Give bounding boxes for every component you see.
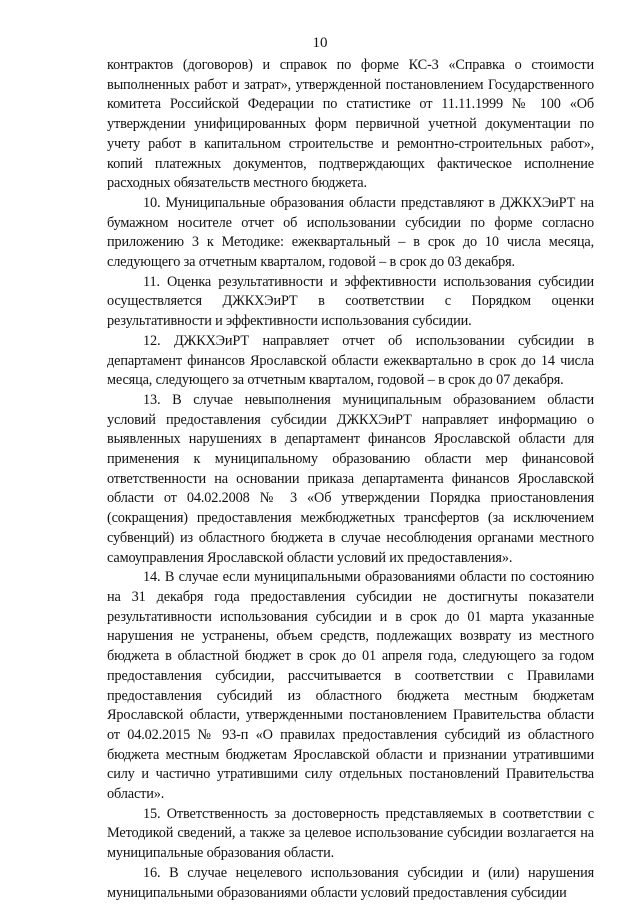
paragraph-item-16: 16. В случае нецелевого использования субсидии и (или) нарушения муниципальными образованиями области условий предоставления субсидии bbox=[107, 864, 594, 901]
paragraph-item-10: 10. Муниципальные образования области представляют в ДЖКХЭиРТ на бумажном носителе отчет об использовании субсидии по форме согласно приложению 3 к Методике: ежеквартальный – в срок до 10 числа месяца, следующего за отчетным кварталом, годовой – в срок до 03 декабря. bbox=[107, 194, 594, 271]
page-number: 10 bbox=[312, 35, 328, 51]
paragraph-item-15: 15. Ответственность за достоверность представляемых в соответствии с Методикой сведений, а также за целевое использование субсидии возлагается на муниципальные образования области. bbox=[107, 805, 594, 862]
document-body bbox=[107, 56, 594, 903]
paragraph-item-14: 14. В случае если муниципальными образованиями области по состоянию на 31 декабря года предоставления субсидии не достигнуты показатели результативности использования субсидии и в срок до 01 марта указанные нарушения не устранены, объем средств, подлежащих возврату из местного бюджета в областной бюджет в срок до 01 апреля года, следующего за годом предоставления субсидии, рассчитывается в соответствии с Правилами предоставления субсидий из областного бюджета местным бюджетам Ярославской области, утвержденными постановлением Правительства области от 04.02.2015 № 93-п «О правилах предоставления субсидий из областного бюджета местным бюджетам Ярославской области и признании утратившими силу и частично утратившими силу отдельных постановлений Правительства области». bbox=[107, 569, 594, 803]
paragraph-item-11: 11. Оценка результативности и эффективности использования субсидии осуществляется ДЖКХЭиРТ в соответствии с Порядком оценки результативности и эффективности использования субсидии. bbox=[107, 273, 594, 330]
paragraph-item-12: 12. ДЖКХЭиРТ направляет отчет об использовании субсидии в департамент финансов Ярославской области ежеквартально в срок до 14 числа месяца, следующего за отчетным кварталом, годовой – в срок до 07 декабря. bbox=[107, 332, 594, 389]
paragraph-item-13: 13. В случае невыполнения муниципальным образованием области условий предоставления субсидии ДЖКХЭиРТ направляет информацию о выявленных нарушениях в департамент финансов Ярославской области для применения к муниципальному образованию области мер финансовой ответственности на основании приказа департамента финансов Ярославской области от 04.02.2008 № 3 «Об утверждении Порядка приостановления (сокращения) предоставления межбюджетных трансфертов (за исключением субвенций) из областного бюджета в случае несоблюдения органами местного самоуправления Ярославской области условий их предоставления». bbox=[107, 391, 594, 566]
paragraph-continuation: контрактов (договоров) и справок по форме КС-3 «Справка о стоимости выполненных работ и затрат», утвержденной постановлением Государственного комитета Российской Федерации по статистике от 11.11.1999 № 100 «Об утверждении унифицированных форм первичной учетной документации по учету работ в капитальном строительстве и ремонтно-строительных работ», копий платежных документов, подтверждающих фактическое исполнение расходных обязательств местного бюджета. bbox=[107, 57, 594, 192]
